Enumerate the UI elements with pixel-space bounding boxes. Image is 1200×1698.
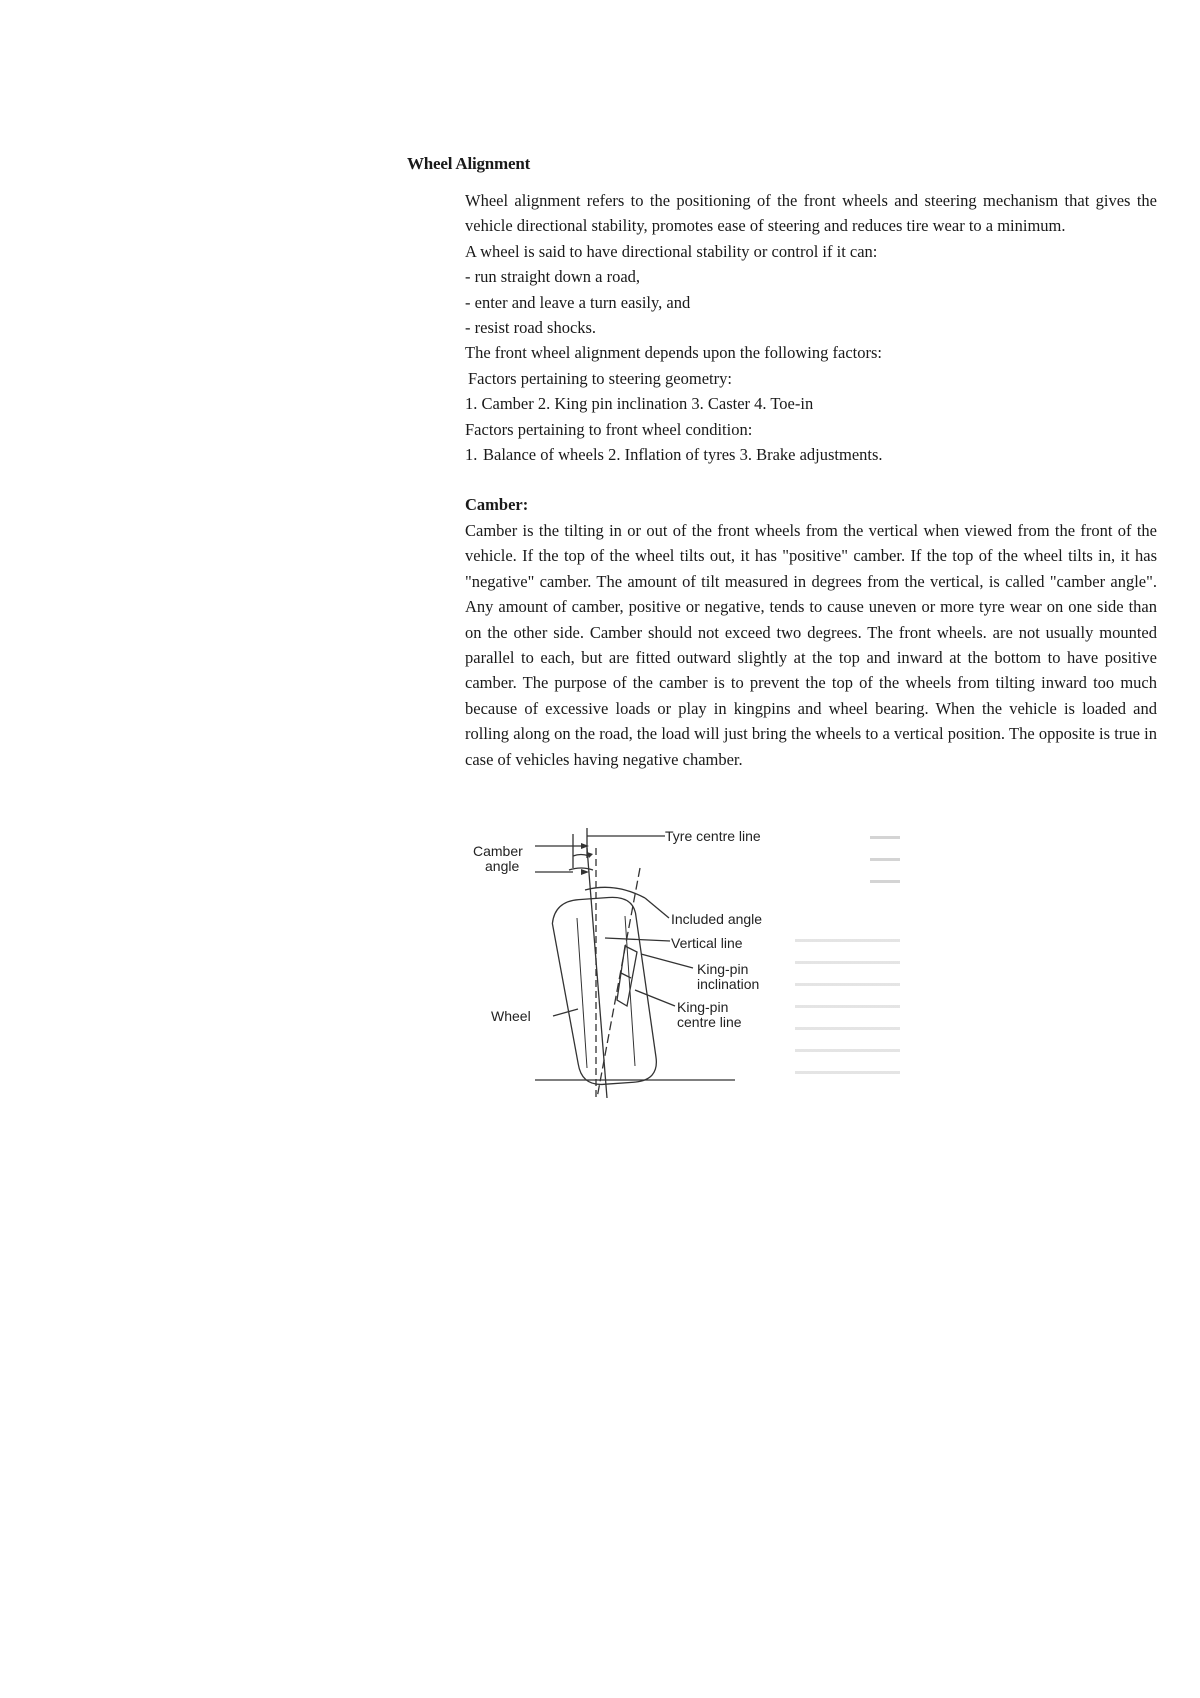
stability-item: - resist road shocks. bbox=[465, 318, 597, 338]
steering-geometry-list: 1. Camber 2. King pin inclination 3. Caster 4. Toe-in bbox=[465, 394, 814, 414]
leader-line bbox=[641, 954, 693, 968]
camber-arc bbox=[573, 855, 589, 857]
king-pin-detail bbox=[621, 973, 631, 978]
diagram-drawing bbox=[465, 828, 905, 1104]
steering-geometry-heading: Factors pertaining to steering geometry: bbox=[468, 368, 732, 388]
wheel-rim-line bbox=[577, 918, 587, 1068]
document-body bbox=[465, 188, 1157, 772]
page-title: Wheel Alignment bbox=[407, 154, 531, 173]
king-pin-inclination-label bbox=[697, 962, 759, 992]
included-angle-label: Included angle bbox=[671, 911, 763, 927]
leader-line bbox=[645, 898, 669, 918]
label-line: centre line bbox=[677, 1014, 742, 1030]
stability-item: - run straight down a road, bbox=[465, 267, 641, 287]
king-pin-centre-line-label bbox=[677, 1000, 742, 1030]
front-wheel-condition-list bbox=[465, 442, 1157, 467]
label-line: inclination bbox=[697, 976, 760, 992]
stability-lead: A wheel is said to have directional stability or control if it can: bbox=[465, 241, 878, 261]
list-text: Balance of wheels 2. Inflation of tyres 3. Brake adjustments. bbox=[483, 445, 883, 465]
intro-paragraph: Wheel alignment refers to the positioning of the front wheels and steering mechanism that gives the vehicle directional stability, promotes ease of steering and reduces tire wear to a minimum. bbox=[465, 191, 1157, 236]
leader-line bbox=[605, 938, 670, 941]
leader-line bbox=[635, 990, 675, 1006]
list-number: 1. bbox=[465, 445, 478, 465]
king-pin-centre-line-mark bbox=[597, 868, 640, 1098]
tyre-centre-line-label: Tyre centre line bbox=[665, 828, 761, 844]
camber-diagram bbox=[465, 828, 905, 1104]
camber-angle-label bbox=[473, 844, 523, 874]
arrow-head bbox=[581, 843, 589, 849]
camber-paragraph: Camber is the tilting in or out of the front wheels from the vertical when viewed from the front of the vehicle. If the top of the wheel tilts out, it has "positive" camber. If the top of the wheel tilts in, it has "negative" camber. The amount of tilt measured in degrees from the vertical, is called "camber angle". Any amount of camber, positive or negative, tends to cause uneven or more tyre wear on one side than on the other side. Camber should not exceed two degrees. The front wheels. are not usually mounted parallel to each, but are fitted outward slightly at the top and inward at the bottom to have positive camber. The purpose of the camber is to prevent the top of the wheels from tilting inward too much because of excessive loads or play in kingpins and wheel bearing. When the vehicle is loaded and rolling along on the road, the load will just bring the wheels to a vertical position. The opposite is true in case of vehicles having negative chamber. bbox=[465, 520, 1157, 769]
arrow-head bbox=[581, 869, 589, 875]
label-line: Camber bbox=[473, 843, 523, 859]
label-line: King-pin bbox=[697, 961, 749, 977]
stability-item: - enter and leave a turn easily, and bbox=[465, 292, 691, 312]
wheel-label: Wheel bbox=[491, 1008, 531, 1024]
factors-lead: The front wheel alignment depends upon the following factors: bbox=[465, 343, 882, 363]
label-line: King-pin bbox=[677, 999, 729, 1015]
front-wheel-condition-heading: Factors pertaining to front wheel condition: bbox=[465, 419, 753, 439]
label-line: angle bbox=[485, 858, 520, 874]
camber-heading: Camber: bbox=[465, 495, 529, 515]
leader-line bbox=[553, 1009, 578, 1016]
vertical-line-label: Vertical line bbox=[671, 935, 743, 951]
